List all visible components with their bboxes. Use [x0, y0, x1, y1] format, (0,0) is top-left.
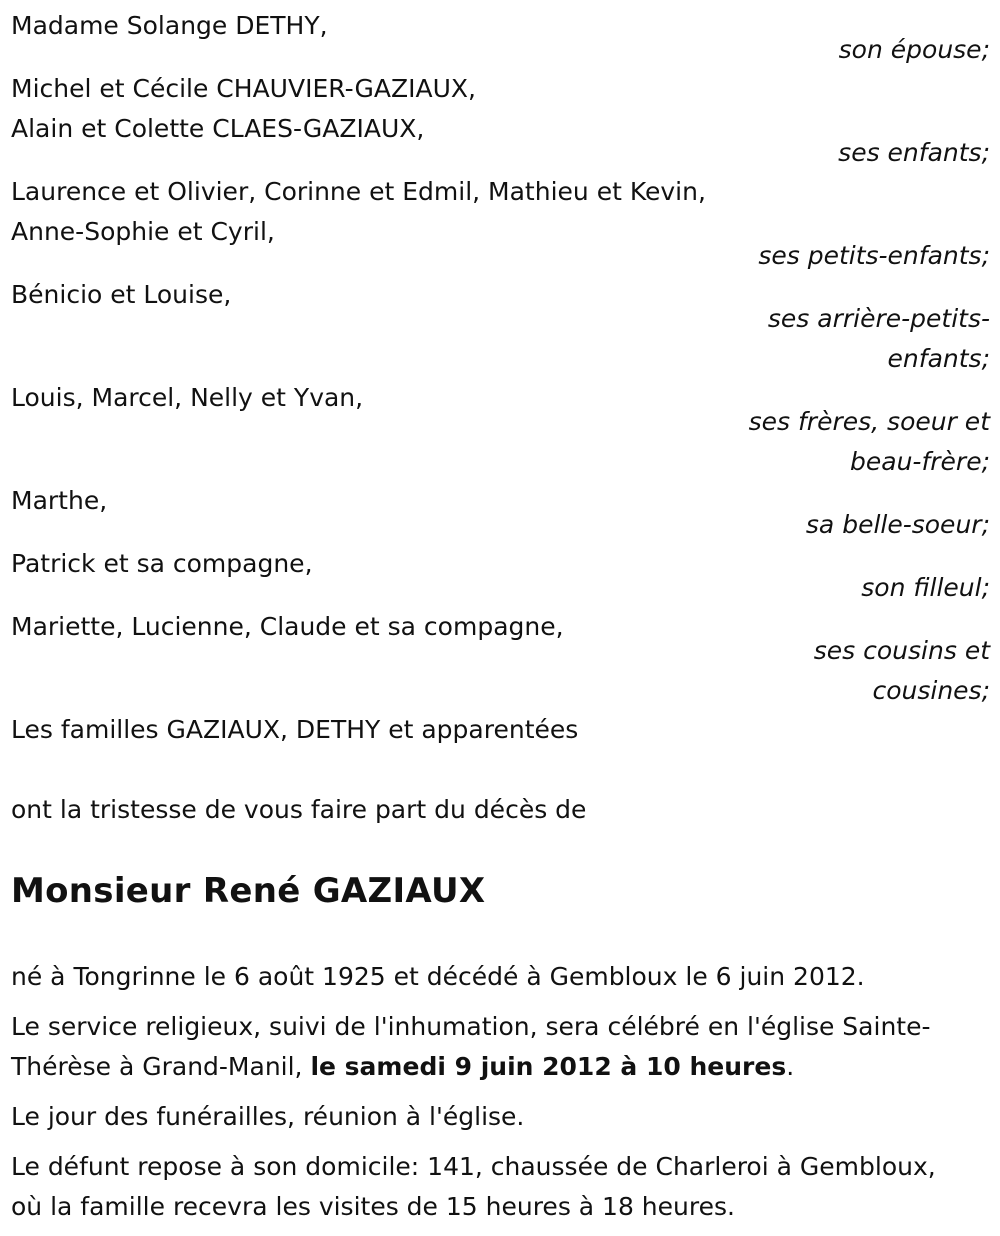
- family-relation: enfants;: [887, 344, 990, 373]
- service-punctuation: .: [786, 1052, 795, 1081]
- family-name-line: Madame Solange DETHY,: [11, 11, 328, 40]
- family-name-line: Mariette, Lucienne, Claude et sa compagne,: [11, 612, 564, 641]
- family-relation: ses petits-enfants;: [758, 241, 990, 270]
- family-relation: ses frères, soeur et: [748, 407, 990, 436]
- family-name-line: Bénicio et Louise,: [11, 280, 232, 309]
- families-line: Les familles GAZIAUX, DETHY et apparentées: [11, 715, 579, 744]
- repose-paragraph: [11, 1147, 991, 1227]
- service-line: Le service religieux, suivi de l'inhumation, sera célébré en l'église Sainte-: [11, 1012, 931, 1041]
- family-relation: son filleul;: [861, 573, 990, 602]
- family-relation: ses cousins et: [813, 636, 990, 665]
- family-relation: son épouse;: [838, 35, 990, 64]
- family-name-line: Louis, Marcel, Nelly et Yvan,: [11, 383, 364, 412]
- family-name-line: Patrick et sa compagne,: [11, 549, 313, 578]
- service-line: [11, 1047, 991, 1087]
- family-name-line: Michel et Cécile CHAUVIER-GAZIAUX,: [11, 74, 476, 103]
- family-name-line: Laurence et Olivier, Corinne et Edmil, Mathieu et Kevin,: [11, 177, 706, 206]
- family-relation: ses enfants;: [838, 138, 990, 167]
- family-relation: cousines;: [872, 676, 990, 705]
- family-relation: beau-frère;: [850, 447, 990, 476]
- repose-line: Le défunt repose à son domicile: 141, chaussée de Charleroi à Gembloux,: [11, 1152, 936, 1181]
- service-paragraph: [11, 1007, 991, 1087]
- deceased-name: Monsieur René GAZIAUX: [11, 871, 486, 911]
- family-name-line: Marthe,: [11, 486, 108, 515]
- repose-line: où la famille recevra les visites de 15 heures à 18 heures.: [11, 1192, 735, 1221]
- birth-death-text: né à Tongrinne le 6 août 1925 et décédé à Gembloux le 6 juin 2012.: [11, 962, 865, 991]
- service-date-time: le samedi 9 juin 2012 à 10 heures: [310, 1052, 787, 1081]
- service-location: Thérèse à Grand-Manil,: [11, 1052, 311, 1081]
- family-relation: sa belle-soeur;: [805, 510, 990, 539]
- meeting-text: Le jour des funérailles, réunion à l'église.: [11, 1102, 525, 1131]
- family-name-line: Anne-Sophie et Cyril,: [11, 217, 275, 246]
- family-relation: ses arrière-petits-: [767, 304, 990, 333]
- announcement-text: ont la tristesse de vous faire part du décès de: [11, 795, 587, 824]
- family-name-line: Alain et Colette CLAES-GAZIAUX,: [11, 114, 425, 143]
